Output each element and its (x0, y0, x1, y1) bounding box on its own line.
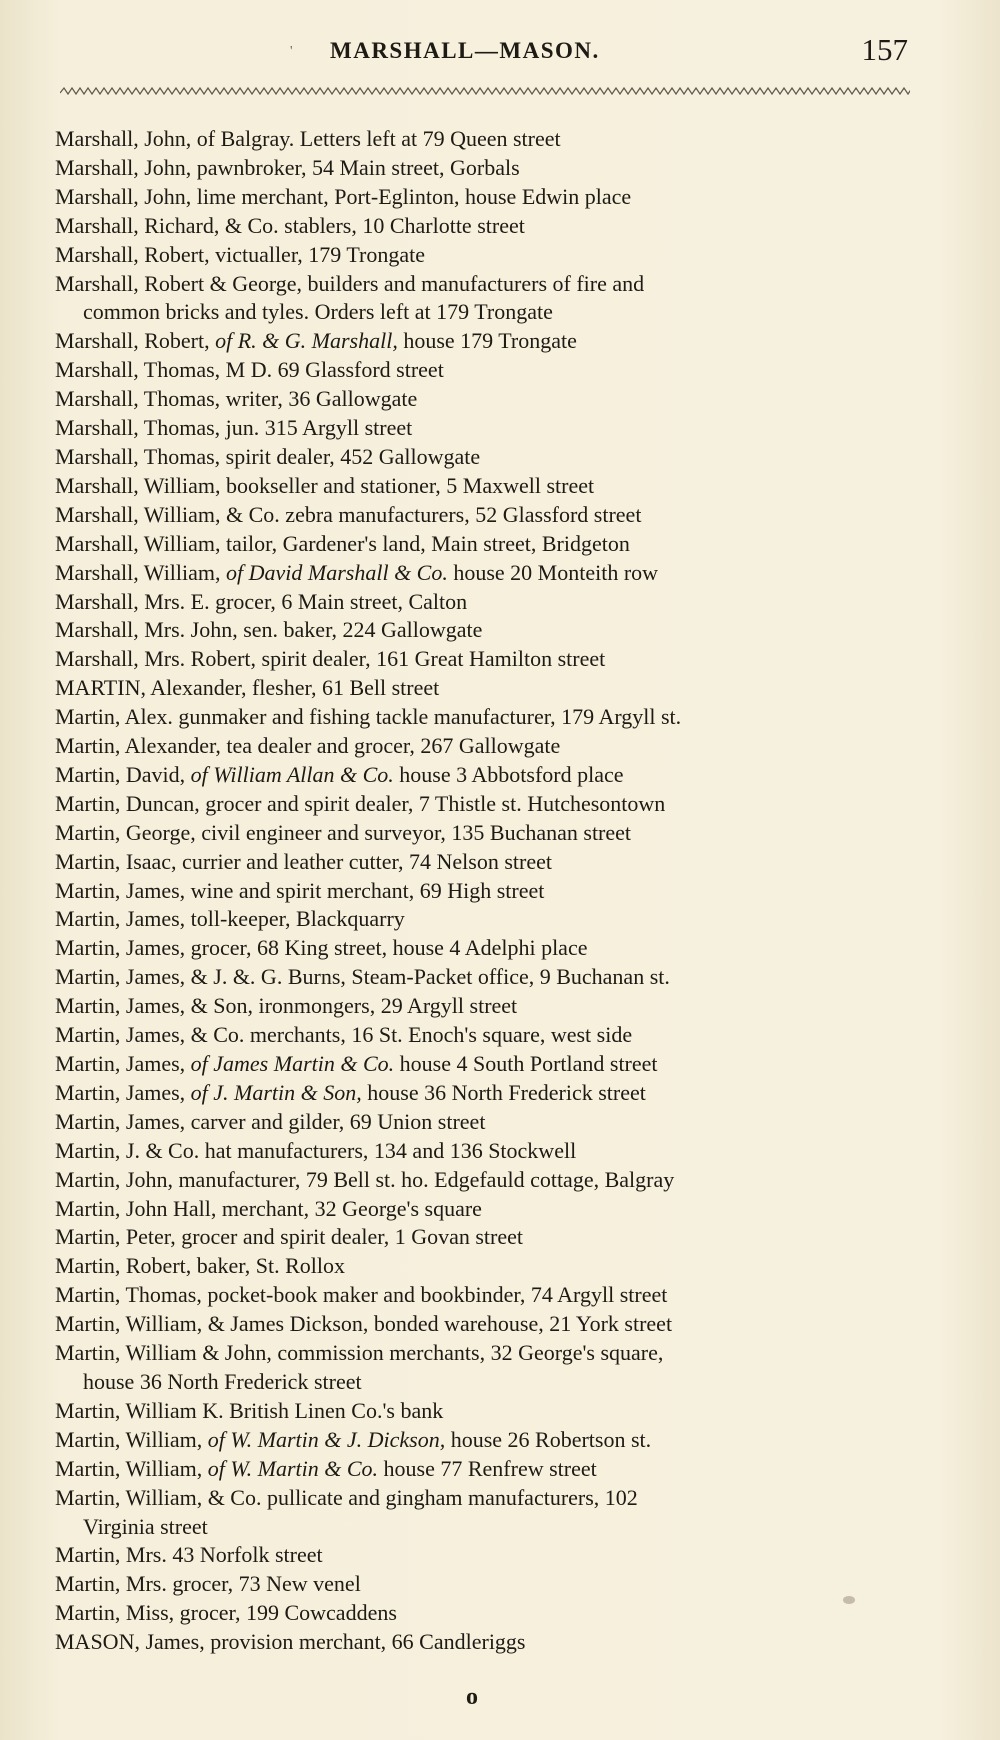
directory-entry (55, 183, 915, 212)
entry-text: Martin, Mrs. 43 Norfolk street (55, 1542, 323, 1568)
directory-entry (55, 934, 915, 963)
entry-text: Martin, James, carver and gilder, 69 Union street (55, 1108, 486, 1134)
entry-text: Marshall, William, (55, 559, 227, 585)
directory-entry (55, 1426, 915, 1455)
directory-entry (55, 761, 915, 790)
page-header (0, 30, 1000, 70)
entry-text: Marshall, John, of Balgray. Letters left at 79 Queen street (55, 126, 561, 151)
directory-entry (55, 674, 915, 703)
directory-entry (55, 212, 915, 241)
directory-entry (55, 1339, 915, 1397)
directory-entry (55, 616, 915, 645)
entry-text: Marshall, William, tailor, Gardener's land, Main street, Bridgeton (55, 530, 630, 556)
directory-entry (55, 1050, 915, 1079)
signature-mark: o (466, 1684, 478, 1710)
entry-firm-italic: of James Martin & Co. (190, 1051, 395, 1076)
entry-text: Martin, William, & James Dickson, bonded warehouse, 21 York street (55, 1311, 673, 1337)
entry-text: Marshall, Mrs. John, sen. baker, 224 Gallowgate (55, 617, 483, 643)
entry-text: Martin, Isaac, currier and leather cutter, 74 Nelson street (55, 848, 552, 874)
directory-entry (55, 414, 915, 443)
entry-text: Marshall, William, bookseller and stationer, 5 Maxwell street (55, 472, 595, 498)
entry-continuation: house 36 North Frederick street (83, 1368, 362, 1394)
directory-entry (55, 963, 915, 992)
directory-entry (55, 1599, 915, 1628)
entry-text: Martin, Miss, grocer, 199 Cowcaddens (55, 1600, 397, 1626)
directory-entry (55, 703, 915, 732)
directory-entry (55, 1195, 915, 1224)
entry-text: Marshall, Thomas, writer, 36 Gallowgate (55, 386, 418, 412)
directory-entry (55, 1397, 915, 1426)
entry-text: Martin, Mrs. grocer, 73 New venel (55, 1571, 361, 1597)
directory-entry (55, 1484, 915, 1542)
entry-text: Marshall, Robert, (55, 328, 216, 354)
entry-text: Martin, James, & Son, ironmongers, 29 Argyll street (55, 993, 518, 1019)
directory-entry (55, 1079, 915, 1108)
directory-entry (55, 992, 915, 1021)
entry-text: Martin, J. & Co. hat manufacturers, 134 and 136 Stockwell (55, 1137, 577, 1163)
entry-text: Martin, John Hall, merchant, 32 George's square (55, 1195, 482, 1221)
entry-text: Marshall, Robert & George, builders and manufacturers of fire and (55, 270, 645, 296)
entry-text: Marshall, Mrs. E. grocer, 6 Main street, Calton (55, 588, 468, 614)
entry-text: Martin, James, (55, 1079, 191, 1105)
directory-entry (55, 1628, 915, 1657)
entry-text: MASON, James, provision merchant, 66 Candleriggs (55, 1629, 526, 1655)
directory-entry (55, 819, 915, 848)
directory-entry (55, 125, 915, 154)
directory-entry (55, 501, 915, 530)
entry-text: Marshall, William, & Co. zebra manufacturers, 52 Glassford street (55, 501, 642, 527)
entry-text: Martin, James, grocer, 68 King street, house 4 Adelphi place (55, 935, 588, 961)
entry-text: Martin, James, (55, 1051, 191, 1076)
entry-text: Martin, David, (55, 761, 191, 787)
entry-text: Martin, Peter, grocer and spirit dealer, 1 Govan street (55, 1224, 524, 1250)
entry-text: Marshall, Thomas, jun. 315 Argyll street (55, 415, 413, 441)
running-head: MARSHALL—MASON. (330, 38, 600, 63)
directory-entry (55, 1021, 915, 1050)
entry-address: house 36 North Frederick street (361, 1079, 646, 1105)
directory-entry (55, 385, 915, 414)
directory-entry (55, 732, 915, 761)
entry-text: Martin, Thomas, pocket-book maker and bookbinder, 74 Argyll street (55, 1282, 668, 1308)
directory-entry (55, 1108, 915, 1137)
entry-text: Martin, William, (55, 1455, 208, 1481)
directory-entry (55, 1455, 915, 1484)
entry-continuation: Virginia street (83, 1513, 208, 1539)
entry-firm-italic: of William Allan & Co. (190, 761, 394, 787)
directory-entry (55, 1541, 915, 1570)
directory-entry (55, 1223, 915, 1252)
directory-entry (55, 1570, 915, 1599)
entry-firm-italic: of R. & G. Marshall, (215, 328, 398, 354)
page-number: 157 (861, 32, 908, 67)
directory-entry (55, 588, 915, 617)
directory-entry (55, 1281, 915, 1310)
entry-text: Martin, Alex. gunmaker and fishing tackle manufacturer, 179 Argyll st. (55, 704, 682, 730)
entry-text: Marshall, John, pawnbroker, 54 Main street, Gorbals (55, 154, 520, 180)
directory-entry (55, 1137, 915, 1166)
directory-entry (55, 790, 915, 819)
directory-entry (55, 905, 915, 934)
header-mark: ' (290, 44, 293, 59)
directory-entry (55, 877, 915, 906)
entry-text: MARTIN, Alexander, flesher, 61 Bell street (55, 675, 440, 701)
wavy-rule-ornament (60, 84, 910, 98)
entry-text: Martin, Duncan, grocer and spirit dealer, 7 Thistle st. Hutchesontown (55, 790, 666, 816)
directory-entry (55, 472, 915, 501)
entry-address: house 77 Renfrew street (378, 1455, 597, 1481)
entry-text: Martin, William, (55, 1426, 208, 1452)
entry-address: house 4 South Portland street (394, 1051, 658, 1076)
entry-firm-italic: of David Marshall & Co. (226, 559, 448, 585)
entry-text: Marshall, John, lime merchant, Port-Eglinton, house Edwin place (55, 183, 632, 209)
entry-text: Martin, Alexander, tea dealer and grocer, 267 Gallowgate (55, 733, 561, 759)
entry-text: Martin, James, & Co. merchants, 16 St. Enoch's square, west side (55, 1022, 633, 1048)
entry-text: Martin, Robert, baker, St. Rollox (55, 1253, 345, 1279)
entry-text: Marshall, Thomas, M D. 69 Glassford street (55, 357, 444, 383)
entry-address: house 26 Robertson st. (445, 1426, 652, 1452)
entry-text: Martin, John, manufacturer, 79 Bell st. ho. Edgefauld cottage, Balgray (55, 1166, 675, 1192)
entry-text: Martin, James, toll-keeper, Blackquarry (55, 906, 405, 932)
directory-entries (55, 125, 915, 1657)
entry-firm-italic: of J. Martin & Son, (190, 1079, 362, 1105)
entry-address: house 20 Monteith row (447, 559, 659, 585)
entry-text: Marshall, Richard, & Co. stablers, 10 Charlotte street (55, 212, 525, 238)
directory-entry (55, 1310, 915, 1339)
entry-text: Martin, James, & J. &. G. Burns, Steam-Packet office, 9 Buchanan st. (55, 964, 670, 990)
directory-entry (55, 327, 915, 356)
entry-text: Marshall, Thomas, spirit dealer, 452 Gallowgate (55, 443, 481, 469)
entry-address: house 3 Abbotsford place (393, 761, 624, 787)
entry-text: Martin, George, civil engineer and surveyor, 135 Buchanan street (55, 819, 632, 845)
entry-text: Marshall, Robert, victualler, 179 Trongate (55, 241, 426, 267)
directory-entry (55, 154, 915, 183)
directory-entry (55, 559, 915, 588)
directory-entry (55, 1252, 915, 1281)
entry-continuation: common bricks and tyles. Orders left at 179 Trongate (83, 299, 553, 325)
entry-text: Martin, James, wine and spirit merchant, 69 High street (55, 877, 545, 903)
ink-stain (843, 1596, 855, 1604)
entry-text: Martin, William K. British Linen Co.'s bank (55, 1397, 444, 1423)
directory-entry (55, 241, 915, 270)
directory-entry (55, 270, 915, 328)
entry-text: Martin, William, & Co. pullicate and gingham manufacturers, 102 (55, 1484, 638, 1510)
directory-entry (55, 1166, 915, 1195)
entry-firm-italic: of W. Martin & J. Dickson, (207, 1426, 446, 1452)
entry-text: Martin, William & John, commission merchants, 32 George's square, (55, 1340, 664, 1366)
entry-firm-italic: of W. Martin & Co. (207, 1455, 379, 1481)
directory-entry (55, 530, 915, 559)
directory-entry (55, 848, 915, 877)
entry-text: Marshall, Mrs. Robert, spirit dealer, 161 Great Hamilton street (55, 646, 606, 672)
directory-entry (55, 645, 915, 674)
entry-address: house 179 Trongate (397, 328, 577, 354)
directory-entry (55, 443, 915, 472)
directory-entry (55, 356, 915, 385)
